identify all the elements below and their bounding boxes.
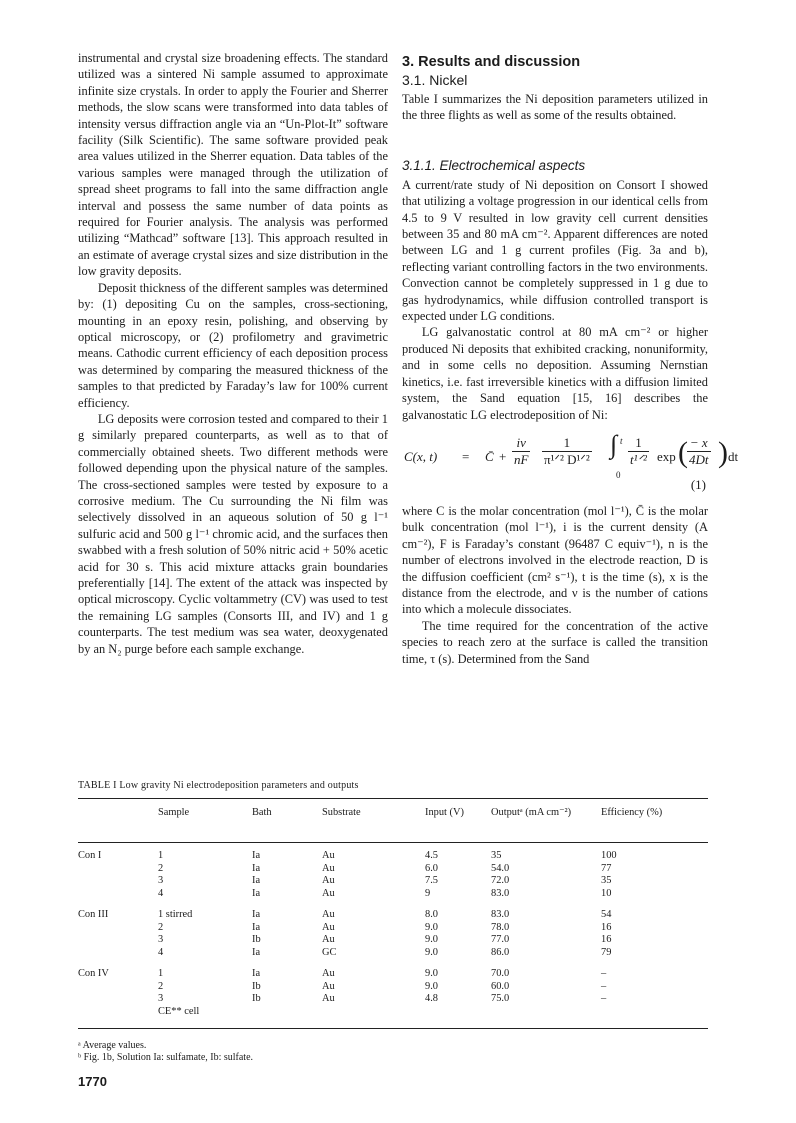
table-cell: Ia bbox=[252, 862, 261, 874]
table-cell bbox=[78, 981, 158, 994]
table-cell: Ia bbox=[252, 921, 261, 933]
paragraph: The time required for the concentration of the active species to reach zero at the surface is called the transition time, τ (s). Determined from the Sand bbox=[402, 618, 708, 666]
paragraph: A current/rate study of Ni deposition on Consort I showed that utilizing a voltage progression in our identical cells from 4.5 to 9 V resulted in low gravity cell current densities between 35 and 80 mA cm⁻². Apparent differences are noted between LG and 1 g current profiles (Fig. 3a and b), reflecting variant controlling factors in the two environments. Convection cannot be completely suppressed in 1 g due to gas hydrodynamics, while diffusion controlled transport is expected under LG conditions. bbox=[402, 177, 708, 324]
table-cell: 2 bbox=[158, 862, 164, 874]
table-cell: 72.0 bbox=[491, 875, 510, 886]
table-cell bbox=[78, 947, 158, 960]
paragraph: LG galvanostatic control at 80 mA cm⁻² or higher produced Ni deposits that exhibited cracking, nonuniformity, and in some cells no deposition. Assuming Nernstian kinetics, i.e. fast irreversible kinetics with a diffusion limited system, the Sand equation [15, 16] describes the galvanostatic LG electrodeposition of Ni: bbox=[402, 325, 708, 422]
table-header-cell: Substrate bbox=[322, 807, 361, 818]
table-cell bbox=[252, 1006, 322, 1019]
table-cell: Au bbox=[322, 980, 335, 992]
subsubsection-title: 3.1.1. Electrochemical aspects bbox=[402, 157, 586, 173]
table-row bbox=[78, 850, 708, 863]
sand-equation bbox=[402, 429, 739, 499]
table-cell: 79 bbox=[601, 946, 612, 958]
table-row bbox=[78, 900, 708, 922]
equation-equals: = bbox=[462, 448, 470, 464]
equation-bulk-concentration: C̄ bbox=[485, 448, 494, 464]
table-cell bbox=[78, 875, 158, 888]
table-cell: 77 bbox=[601, 862, 612, 874]
page-number: 1770 bbox=[78, 1074, 107, 1089]
paragraph: where C is the molar concentration (mol l⁻¹), C̄ is the molar bulk concentration (mol l⁻¹), i is the current density (A cm⁻²), F is Faraday’s constant (96487 C equiv⁻¹), n is the number of electrons involved in the electrode reaction, D is the diffusion coefficient (cm² s⁻¹), t is the time (s), x is the distance from the electrode, and ν is the number of cations into which a molecule dissociates. bbox=[402, 503, 708, 617]
table-cell bbox=[78, 888, 158, 901]
paragraph: Table I summarizes the Ni deposition parameters utilized in the three flights as well as some of the results obtained. bbox=[402, 92, 708, 123]
table-cell: Ib bbox=[252, 993, 261, 1004]
table-caption: TABLE I Low gravity Ni electrodeposition parameters and outputs bbox=[78, 780, 359, 791]
table-cell: 2 bbox=[158, 921, 164, 933]
table-row bbox=[78, 1006, 708, 1019]
table-cell: 9 bbox=[425, 887, 431, 899]
equation-integral: ∫ bbox=[610, 429, 618, 459]
table-header-cell: Sample bbox=[158, 807, 190, 818]
equation-number: (1) bbox=[690, 476, 706, 492]
table-top-rule bbox=[78, 798, 708, 799]
table-cell: 83.0 bbox=[491, 909, 510, 920]
table-cell: Au bbox=[322, 875, 335, 886]
table-cell bbox=[78, 1006, 158, 1019]
table-cell bbox=[78, 863, 158, 876]
table-cell: 35 bbox=[491, 850, 502, 861]
table-cell: 9.0 bbox=[425, 968, 438, 979]
table-cell: Con III bbox=[78, 909, 109, 920]
table-cell: 4 bbox=[158, 946, 164, 958]
equation-fraction: $\frac{i\nu}{nF}$ bbox=[514, 434, 529, 468]
table-cell: Au bbox=[322, 909, 335, 920]
table-cell bbox=[78, 993, 158, 1006]
table-cell: Ib bbox=[252, 934, 261, 945]
table-header-row bbox=[78, 806, 708, 850]
table-cell: Au bbox=[322, 993, 335, 1004]
table-cell: 78.0 bbox=[491, 921, 510, 933]
table-cell: 3 bbox=[158, 934, 164, 945]
equation-paren-close: ) bbox=[718, 435, 728, 469]
table-cell: Ia bbox=[252, 875, 261, 886]
table-cell: Ia bbox=[252, 946, 261, 958]
table-row bbox=[78, 981, 708, 994]
table-cell: 100 bbox=[601, 850, 617, 861]
table-cell: 2 bbox=[158, 980, 164, 992]
equation-fraction: 1 t¹ᐟ² bbox=[630, 434, 647, 468]
equation-lower-limit: 0 bbox=[616, 469, 621, 480]
table-cell: 9.0 bbox=[425, 980, 438, 992]
table-cell: – bbox=[601, 968, 607, 979]
table-row bbox=[78, 875, 708, 888]
table-cell: Ib bbox=[252, 980, 261, 992]
table-cell: Ia bbox=[252, 887, 261, 899]
table-cell: 7.5 bbox=[425, 875, 438, 886]
table-cell: 16 bbox=[601, 934, 612, 945]
table-cell: 1 bbox=[158, 850, 164, 861]
table-bottom-rule bbox=[78, 1028, 708, 1029]
table-row bbox=[78, 947, 708, 960]
table-cell: Au bbox=[322, 887, 335, 899]
table-cell: 4.8 bbox=[425, 993, 438, 1004]
table-cell: 35 bbox=[601, 875, 612, 886]
equation-paren-open: ( bbox=[678, 435, 688, 469]
table-cell: Au bbox=[322, 934, 335, 945]
table-cell bbox=[78, 922, 158, 935]
table-cell: – bbox=[601, 980, 607, 992]
table-header-cell: Efficiency (%) bbox=[601, 807, 663, 818]
paragraph: instrumental and crystal size broadening effects. The standard utilized was a sintered Ni sample assumed to approximate infinite size crystals. In order to apply the Fourier and Sherrer methods, the slow scans were transformed into data tables of intensity versus diffraction angle via an “Un-Plot-It” software facility (Silk Scientific). The same software provided peak area values utilized in the Sherrer equation. Data tables of the various samples were managed through the utilization of spread sheet programs to fall into the same diffraction angle interval and possess the same number of data points as required for Fourier analysis. The analysis was performed utilizing “Mathcad” software [13]. This approach resulted in an estimate of average crystal sizes and size distribution in the low gravity deposits. bbox=[78, 51, 388, 279]
table-header-cell: Bath bbox=[252, 807, 272, 818]
table-cell: 75.0 bbox=[491, 993, 510, 1004]
table-cell: 3 bbox=[158, 875, 164, 886]
equation-lhs: C(x, t) bbox=[404, 448, 438, 464]
equation-fraction: $\frac{- x}{4Dt}$ bbox=[689, 434, 709, 468]
table-cell: CE** cell bbox=[158, 1005, 200, 1017]
equation-upper-limit: t bbox=[620, 435, 623, 446]
table-cell bbox=[425, 1006, 491, 1019]
table-cell bbox=[491, 1006, 601, 1019]
table-cell bbox=[78, 934, 158, 947]
table-cell: – bbox=[601, 993, 607, 1004]
table-cell: 77.0 bbox=[491, 934, 510, 945]
table-row bbox=[78, 993, 708, 1006]
table-cell: 10 bbox=[601, 887, 612, 899]
equation-fraction: 1 π¹ᐟ² D¹ᐟ² bbox=[544, 434, 590, 468]
table-cell: 86.0 bbox=[491, 946, 510, 958]
data-table bbox=[78, 806, 708, 1018]
table-row bbox=[78, 888, 708, 901]
table-cell: GC bbox=[322, 946, 337, 958]
table-cell: 4.5 bbox=[425, 850, 438, 861]
table-cell bbox=[601, 1006, 708, 1019]
table-cell: Au bbox=[322, 862, 335, 874]
table-cell: Au bbox=[322, 968, 335, 979]
table-row bbox=[78, 959, 708, 981]
table-cell: 3 bbox=[158, 993, 164, 1004]
table-header-cell: Outputᵃ (mA cm⁻²) bbox=[491, 807, 572, 818]
table-cell: 54 bbox=[601, 909, 612, 920]
equation-dt: dt bbox=[728, 448, 739, 464]
table-cell: 6.0 bbox=[425, 862, 438, 874]
table-cell: 70.0 bbox=[491, 968, 510, 979]
table-footnotes bbox=[78, 1040, 253, 1064]
table-cell: Au bbox=[322, 921, 335, 933]
table-cell: 9.0 bbox=[425, 921, 438, 933]
paragraph: LG deposits were corrosion tested and compared to their 1 g similarly prepared counterparts, as well as to that of commercially obtained sheets. Two different methods were followed depending upon the physical nature of the samples. The cross-sectioned samples were tested by exposure to a corrosive medium. The Cu surrounding the Ni film was selectively dissolved in an aqueous solution of 50 g l⁻¹ sulfuric acid and 500 g l⁻¹ chromic acid, and the surfaces then swabbed with a fresh solution of 50% nitric acid + 50% acetic acid for 30 s. This acid mixture attacks grain boundaries preferentially [14]. The extent of the attack was inspected by optical microscopy. Cyclic voltammetry (CV) was used to test the remaining LG samples (Consorts III, and IV) and 1 g counterparts. The test medium was sea water, deoxygenated by an N₂ purge before each sample exchange. bbox=[78, 411, 388, 656]
subsection-title: 3.1. Nickel bbox=[402, 72, 468, 88]
table-header-cell bbox=[78, 806, 158, 850]
table-row bbox=[78, 863, 708, 876]
table-cell: Au bbox=[322, 850, 335, 861]
table-cell: 9.0 bbox=[425, 934, 438, 945]
table-cell: 9.0 bbox=[425, 946, 438, 958]
equation-plus: + bbox=[499, 448, 507, 464]
table-cell: 16 bbox=[601, 921, 612, 933]
table-cell: 1 stirred bbox=[158, 909, 193, 920]
table-cell: 8.0 bbox=[425, 909, 438, 920]
table-header-cell: Input (V) bbox=[425, 807, 464, 818]
paragraph: Deposit thickness of the different samples was determined by: (1) depositing Cu on the samples, cross-sectioning, mounting in an epoxy resin, polishing, and observing by optical microscopy, or (2) profilometry and gravimetric means. Cathodic current efficiency of each deposition process was determined by comparing the measured thickness of the samples to that predicted by Faraday’s law for 100% current efficiency. bbox=[78, 280, 388, 410]
equation-exp: exp bbox=[657, 448, 676, 464]
table-cell: Con IV bbox=[78, 968, 109, 979]
table-cell: 60.0 bbox=[491, 980, 510, 992]
table-cell: Ia bbox=[252, 909, 261, 920]
table-cell: Con I bbox=[78, 850, 102, 861]
table-cell: 1 bbox=[158, 968, 164, 979]
table-row bbox=[78, 934, 708, 947]
table-cell: 4 bbox=[158, 887, 164, 899]
footnote: ᵃ Average values. bbox=[78, 1040, 147, 1051]
section-title: 3. Results and discussion bbox=[402, 54, 581, 70]
right-column bbox=[402, 50, 739, 667]
table-cell: Ia bbox=[252, 968, 261, 979]
table-row bbox=[78, 922, 708, 935]
table-cell: Ia bbox=[252, 850, 261, 861]
table-cell: 83.0 bbox=[491, 887, 510, 899]
table-cell bbox=[322, 1006, 425, 1019]
table-cell: 54.0 bbox=[491, 862, 510, 874]
footnote: ᵇ Fig. 1b, Solution Ia: sulfamate, Ib: sulfate. bbox=[78, 1052, 254, 1063]
left-column bbox=[78, 50, 388, 657]
